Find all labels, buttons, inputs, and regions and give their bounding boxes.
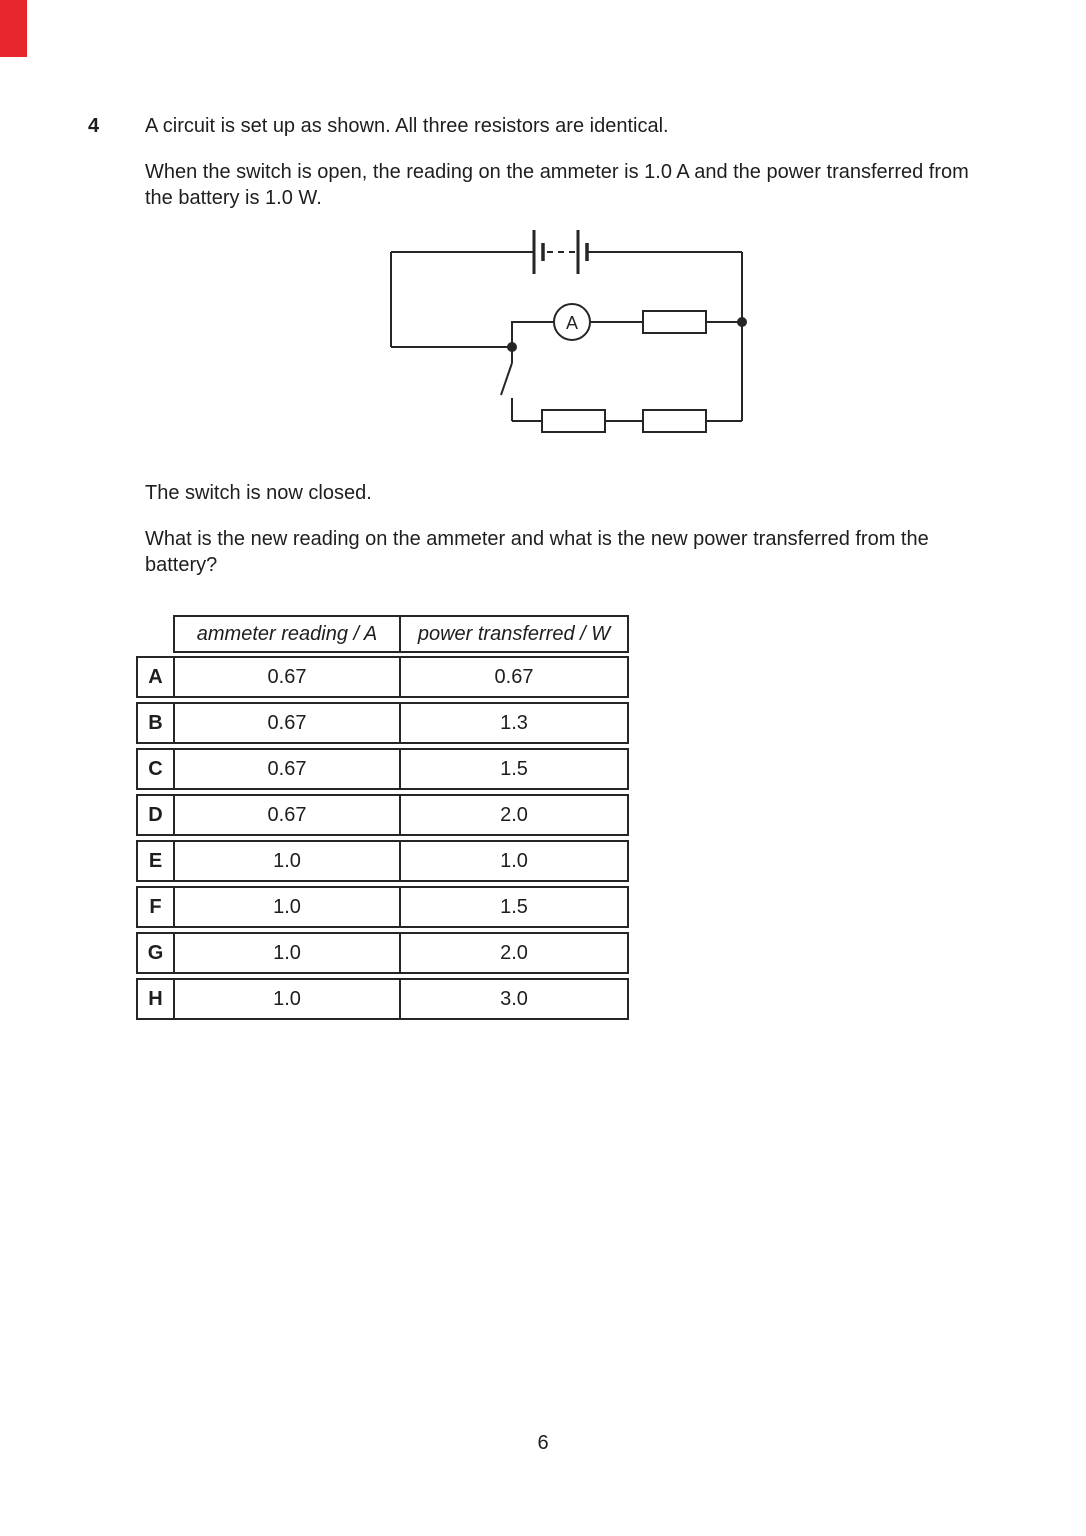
header-ammeter-reading: ammeter reading / A xyxy=(173,615,401,653)
power-value: 2.0 xyxy=(399,794,629,836)
power-value: 1.0 xyxy=(399,840,629,882)
page-edge-marker xyxy=(0,0,27,57)
question-intro-text: A circuit is set up as shown. All three resistors are identical. xyxy=(145,115,669,137)
option-letter: F xyxy=(136,886,175,928)
resistor-icon-middle xyxy=(643,311,706,333)
answer-row xyxy=(136,840,629,882)
power-value: 0.67 xyxy=(399,656,629,698)
ammeter-value: 1.0 xyxy=(173,886,401,928)
bottom-branch xyxy=(512,410,742,432)
resistor-icon-bottom-left xyxy=(542,410,605,432)
power-value: 1.3 xyxy=(399,702,629,744)
ammeter-value: 0.67 xyxy=(173,794,401,836)
answer-row xyxy=(136,794,629,836)
ammeter-value: 0.67 xyxy=(173,702,401,744)
wire-left xyxy=(391,252,512,347)
option-letter: H xyxy=(136,978,175,1020)
question-condition-text xyxy=(145,159,985,211)
question-number: 4 xyxy=(88,115,100,137)
option-letter: D xyxy=(136,794,175,836)
option-letter: G xyxy=(136,932,175,974)
ammeter-label: A xyxy=(565,313,579,333)
option-letter: A xyxy=(136,656,175,698)
page-number: 6 xyxy=(537,1432,549,1454)
prompt-line-1: What is the new reading on the ammeter and what is the new power transferred from the xyxy=(145,528,929,550)
header-power-transferred: power transferred / W xyxy=(399,615,629,653)
ammeter-value: 1.0 xyxy=(173,932,401,974)
power-value: 1.5 xyxy=(399,748,629,790)
answer-row xyxy=(136,886,629,928)
power-value: 2.0 xyxy=(399,932,629,974)
question-prompt-text xyxy=(145,526,985,578)
ammeter-branch xyxy=(512,304,742,347)
answer-row xyxy=(136,932,629,974)
answer-options-table xyxy=(136,615,629,1024)
ammeter-value: 1.0 xyxy=(173,978,401,1020)
switch-icon xyxy=(501,347,512,421)
answer-row xyxy=(136,702,629,744)
option-letter: B xyxy=(136,702,175,744)
resistor-icon-bottom-right xyxy=(643,410,706,432)
circuit-diagram xyxy=(380,225,760,440)
junction-dot-right xyxy=(737,317,747,327)
prompt-line-2: battery? xyxy=(145,554,218,576)
ammeter-value: 0.67 xyxy=(173,656,401,698)
option-letter: E xyxy=(136,840,175,882)
condition-line-2: the battery is 1.0 W. xyxy=(145,187,322,209)
option-letter: C xyxy=(136,748,175,790)
battery-icon xyxy=(534,230,587,274)
answer-row xyxy=(136,748,629,790)
answer-row xyxy=(136,978,629,1020)
table-header-row xyxy=(173,615,629,653)
condition-line-1: When the switch is open, the reading on the ammeter is 1.0 A and the power transferred from xyxy=(145,161,969,183)
power-value: 3.0 xyxy=(399,978,629,1020)
power-value: 1.5 xyxy=(399,886,629,928)
ammeter-value: 1.0 xyxy=(173,840,401,882)
ammeter-value: 0.67 xyxy=(173,748,401,790)
answer-row xyxy=(136,656,629,698)
switch-closed-text: The switch is now closed. xyxy=(145,482,372,504)
